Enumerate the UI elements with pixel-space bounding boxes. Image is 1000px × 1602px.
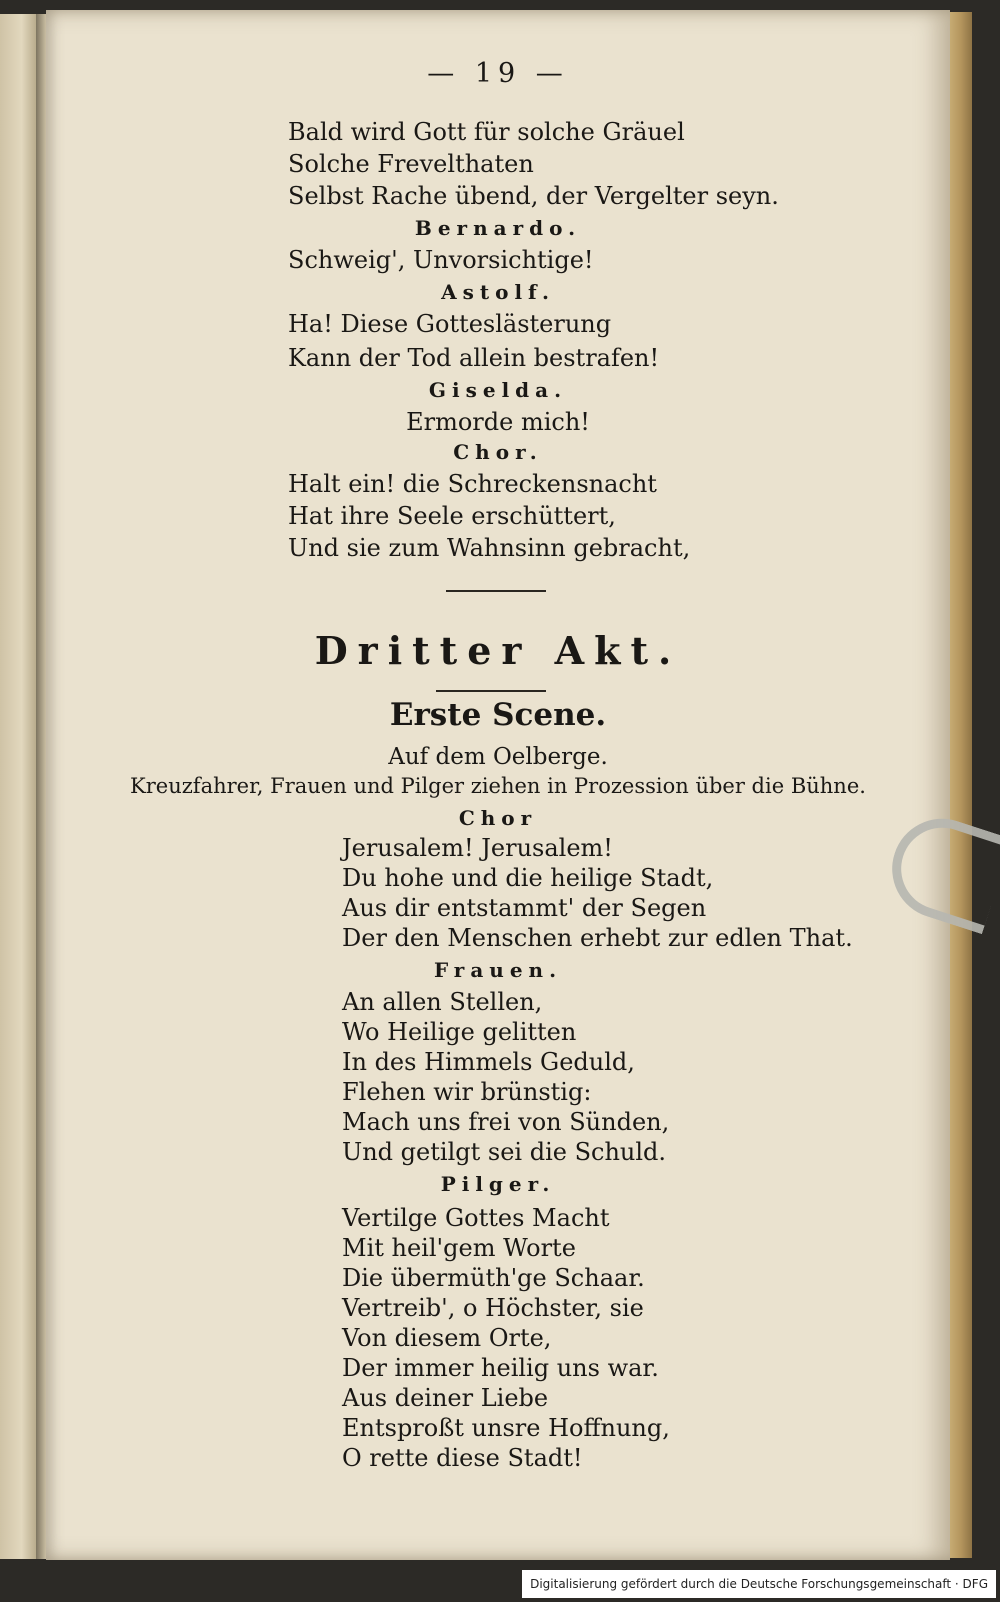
speaker-name: Frauen. xyxy=(433,958,563,982)
verse-line: O rette diese Stadt! xyxy=(342,1444,583,1472)
verse-line: Und sie zum Wahnsinn gebracht, xyxy=(288,534,691,562)
speaker-name: Bernardo. xyxy=(414,216,582,240)
section-divider xyxy=(436,690,546,692)
verse-line: Aus dir entstammt' der Segen xyxy=(342,894,707,922)
dfg-credit: Digitalisierung gefördert durch die Deutsche Forschungsgemeinschaft · DFG xyxy=(522,1570,996,1598)
speaker-name: Astolf. xyxy=(441,280,555,304)
verse-line: Jerusalem! Jerusalem! xyxy=(342,834,613,862)
verse-line: Von diesem Orte, xyxy=(342,1324,552,1352)
verse-line: Selbst Rache übend, der Vergelter seyn. xyxy=(288,182,779,210)
page-number: — 19 — xyxy=(427,58,569,89)
verse-line: An allen Stellen, xyxy=(342,988,543,1016)
speaker-name: Chor. xyxy=(453,440,543,464)
stage-direction: Kreuzfahrer, Frauen und Pilger ziehen in Prozession über die Bühne. xyxy=(130,774,866,798)
verse-line: Ermorde mich! xyxy=(406,408,590,436)
verse-line: Hat ihre Seele erschüttert, xyxy=(288,502,616,530)
verse-line: Bald wird Gott für solche Gräuel xyxy=(288,118,685,146)
verse-line: Mit heil'gem Worte xyxy=(342,1234,576,1262)
scene-setting: Auf dem Oelberge. xyxy=(388,744,608,770)
verse-line: Mach uns frei von Sünden, xyxy=(342,1108,670,1136)
page-stack-edge xyxy=(950,12,972,1558)
verse-line: Solche Frevelthaten xyxy=(288,150,534,178)
verse-line: Entsproßt unsre Hoffnung, xyxy=(342,1414,670,1442)
verse-line: Ha! Diese Gotteslästerung xyxy=(288,310,612,338)
verse-line: Die übermüth'ge Schaar. xyxy=(342,1264,645,1292)
speaker-name: Chor xyxy=(458,806,538,830)
verse-line: Wo Heilige gelitten xyxy=(342,1018,577,1046)
verse-line: Vertilge Gottes Macht xyxy=(342,1204,610,1232)
verse-line: Du hohe und die heilige Stadt, xyxy=(342,864,714,892)
section-divider xyxy=(446,590,546,592)
left-page-edge xyxy=(0,14,36,1559)
scene-title: Erste Scene. xyxy=(389,697,607,733)
verse-line: Kann der Tod allein bestrafen! xyxy=(288,344,660,372)
verse-line: Aus deiner Liebe xyxy=(342,1384,549,1412)
verse-line: Vertreib', o Höchster, sie xyxy=(342,1294,644,1322)
verse-line: Schweig', Unvorsichtige! xyxy=(288,246,594,274)
verse-line: Flehen wir brünstig: xyxy=(342,1078,592,1106)
act-title: Dritter Akt. xyxy=(314,628,682,673)
book-gutter xyxy=(36,14,46,1559)
verse-line: In des Himmels Geduld, xyxy=(342,1048,635,1076)
speaker-name: Pilger. xyxy=(440,1172,556,1196)
verse-line: Der immer heilig uns war. xyxy=(342,1354,659,1382)
verse-line: Und getilgt sei die Schuld. xyxy=(342,1138,667,1166)
verse-line: Der den Menschen erhebt zur edlen That. xyxy=(342,924,853,952)
speaker-name: Giselda. xyxy=(428,378,568,402)
verse-line: Halt ein! die Schreckensnacht xyxy=(288,470,657,498)
page-content xyxy=(46,10,950,1560)
